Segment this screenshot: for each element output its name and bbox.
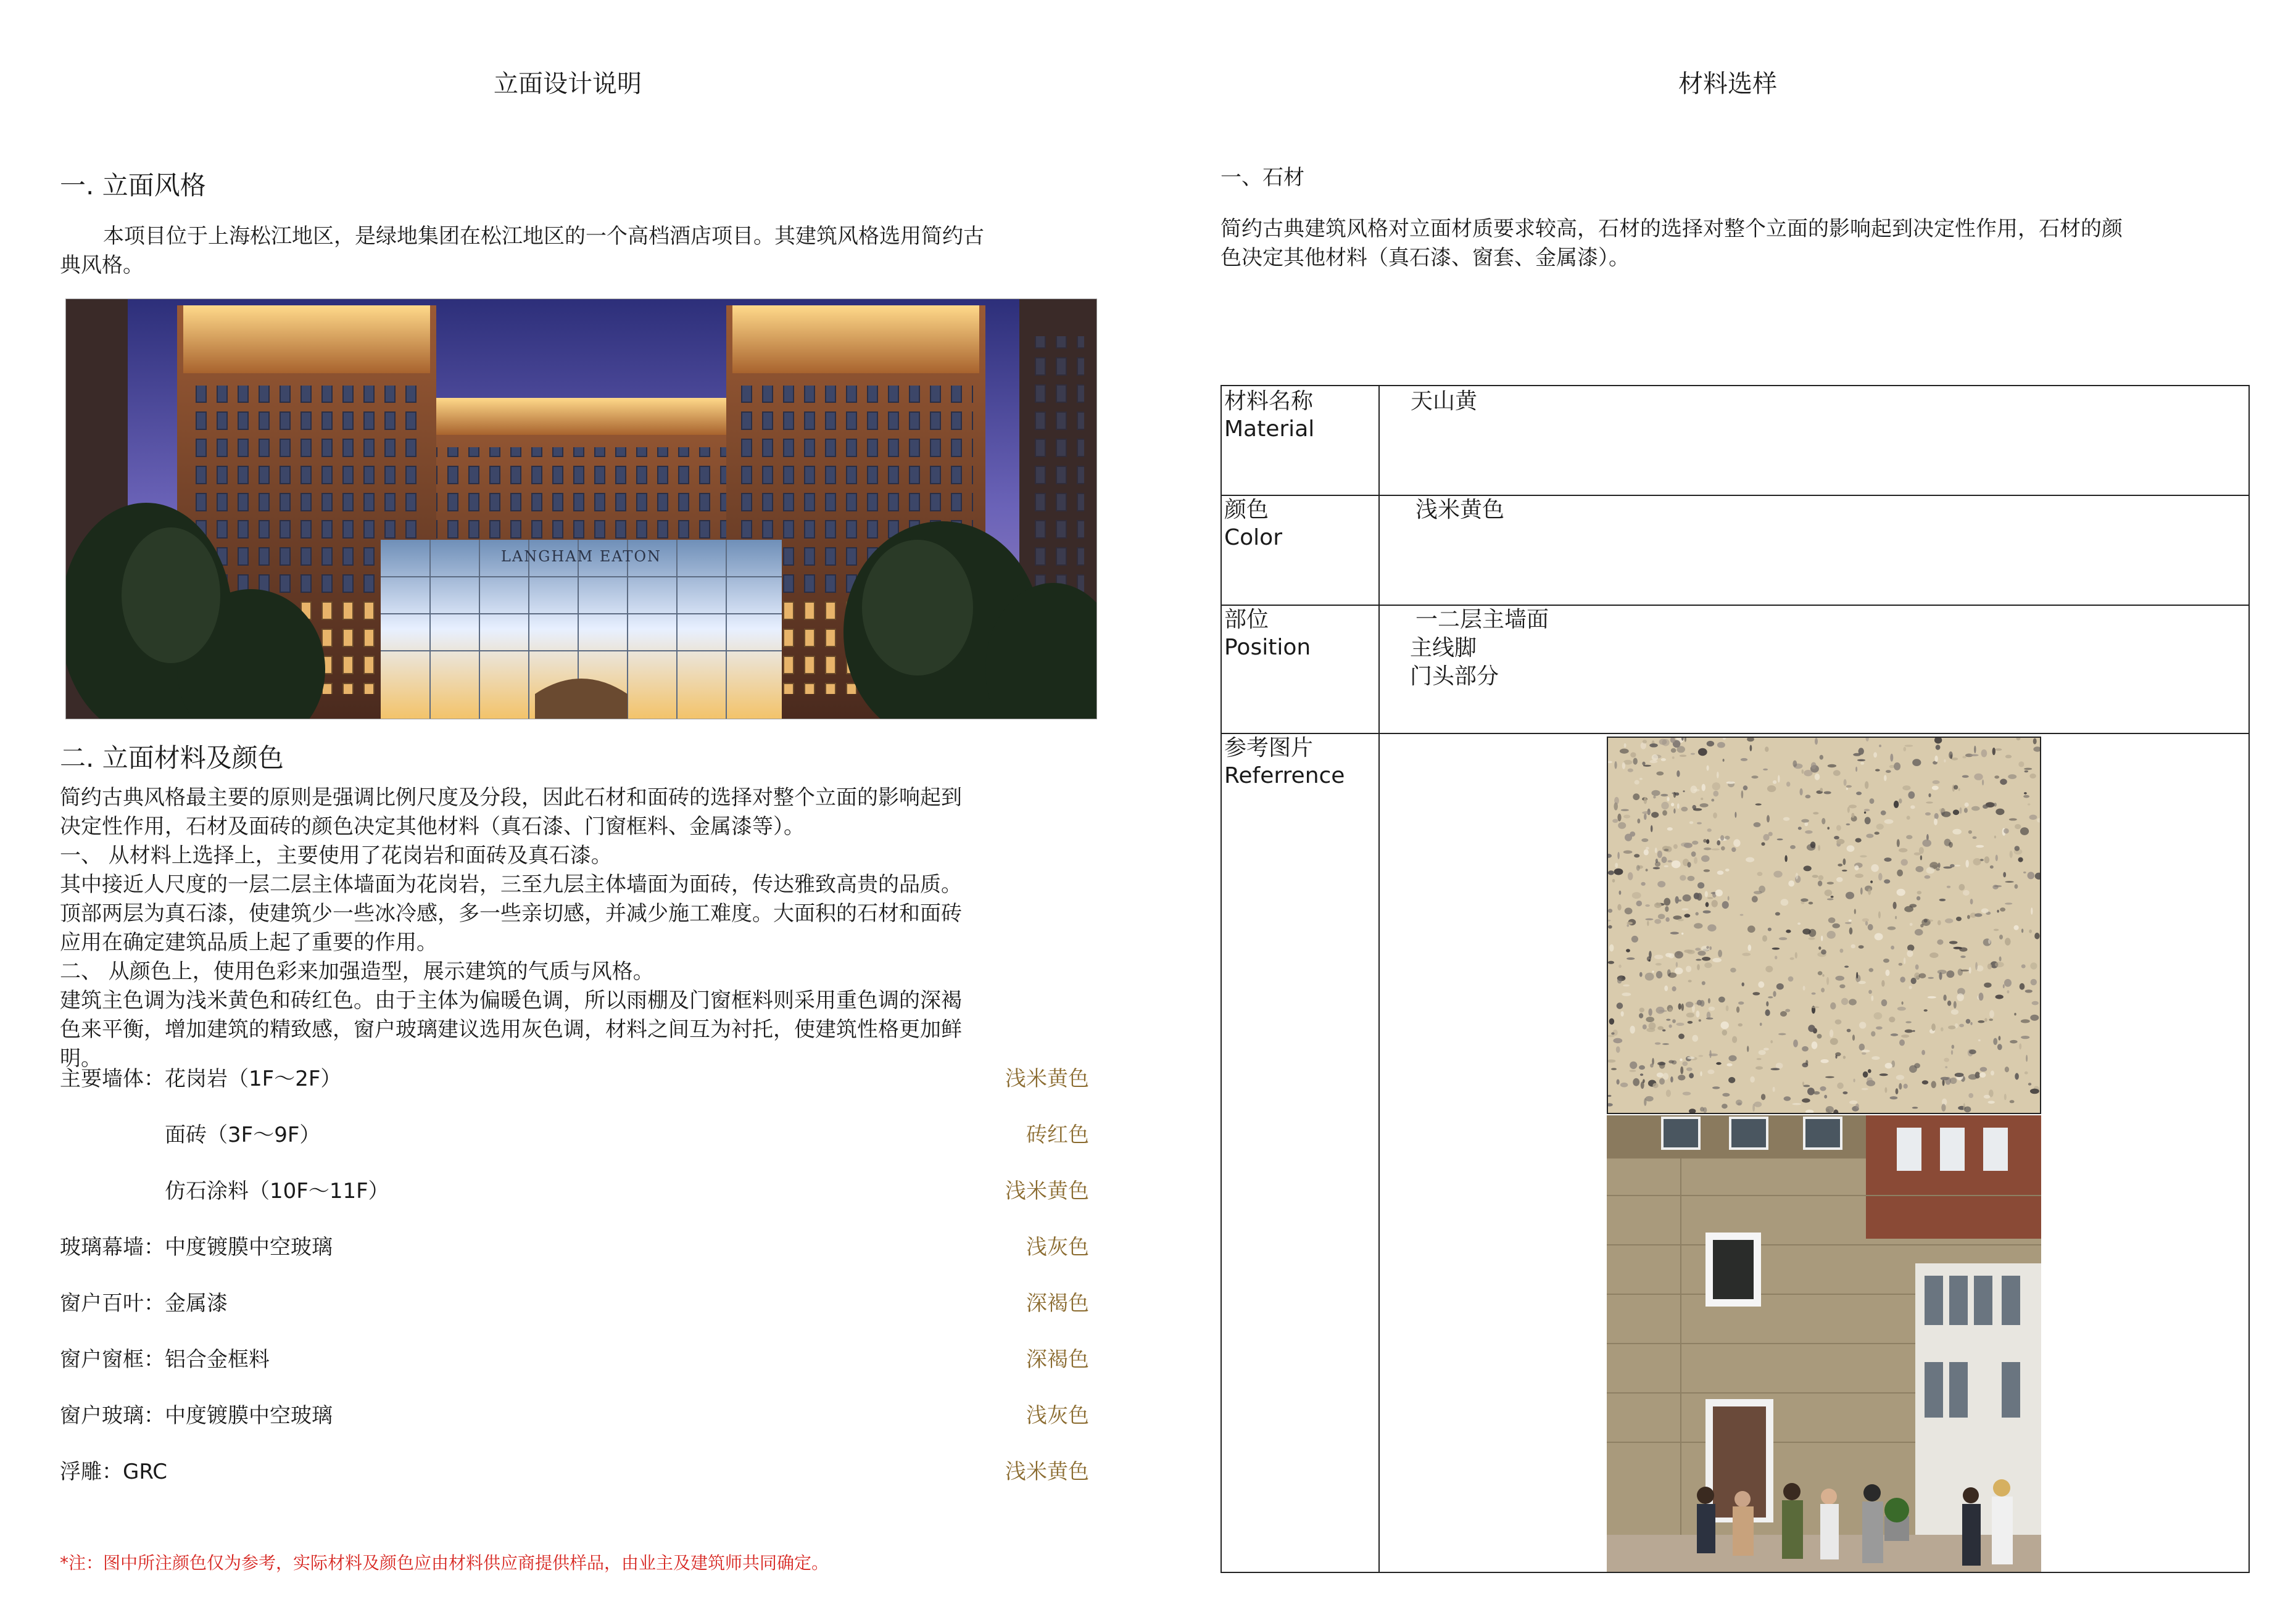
section2-heading: 二. 立面材料及颜色: [60, 743, 284, 773]
color-value: 浅米黄色: [1415, 497, 1505, 522]
material-label: 玻璃幕墙：中度镀膜中空玻璃: [60, 1235, 333, 1260]
stone-section-heading: 一、石材: [1221, 165, 1304, 190]
section2-paragraph: [60, 783, 1103, 1073]
stone-section-paragraph: [1221, 215, 2269, 273]
label-cn: 参考图片: [1224, 735, 1314, 761]
material-color: 深褐色: [1026, 1347, 1089, 1372]
left-page-title: 立面设计说明: [494, 70, 642, 98]
material-name-value: 天山黄: [1411, 389, 1478, 414]
material-sample-table: [1221, 385, 2250, 1573]
granite-sample-image: [1607, 737, 2041, 1114]
label-en: Material: [1224, 416, 1315, 442]
label-en: Color: [1224, 525, 1282, 550]
paragraph-line: 一、 从材料上选择上，主要使用了花岗岩和面砖及真石漆。: [60, 843, 612, 868]
material-color: 深褐色: [1026, 1291, 1089, 1316]
paragraph-line: 典风格。: [60, 253, 144, 278]
material-row: [60, 1402, 1089, 1430]
material-label: 窗户百叶：金属漆: [60, 1291, 228, 1316]
material-row: [60, 1233, 1089, 1262]
label-cn: 材料名称: [1224, 389, 1314, 414]
material-label: 窗户窗框：铝合金框料: [60, 1347, 270, 1372]
reference-label: [1224, 734, 1345, 790]
paragraph-line: 决定性作用，石材及面砖的颜色决定其他材料（真石漆、门窗框料、金属漆等）。: [60, 814, 805, 839]
material-name-label: [1224, 387, 1314, 443]
material-row: [60, 1177, 1089, 1205]
material-row: [60, 1289, 1089, 1318]
color-label: [1224, 496, 1282, 551]
material-color: 浅米黄色: [1005, 1067, 1089, 1091]
section1-heading: 一. 立面风格: [60, 170, 206, 200]
material-color: 浅米黄色: [1005, 1179, 1089, 1204]
material-row: [60, 1345, 1089, 1374]
material-row: [60, 1065, 1089, 1093]
paragraph-line: 其中接近人尺度的一层二层主体墙面为花岗岩，三至九层主体墙面为面砖，传达雅致高贵的品质。: [60, 872, 962, 897]
label-en: Referrence: [1224, 763, 1345, 788]
paragraph-line: 简约古典建筑风格对立面材质要求较高，石材的选择对整个立面的影响起到决定性作用，石材的颜: [1221, 217, 2123, 241]
material-label: 面砖（3F～9F）: [60, 1123, 321, 1147]
facade-reference-photo: [1607, 1115, 2041, 1572]
hotel-rendering-image: [65, 299, 1097, 719]
material-label: 仿石涂料（10F～11F）: [60, 1179, 389, 1204]
paragraph-line: 顶部两层为真石漆，使建筑少一些冰冷感，多一些亲切感，并减少施工难度。大面积的石材和面砖: [60, 901, 962, 926]
paragraph-line: 色来平衡，增加建筑的精致感，窗户玻璃建议选用灰色调，材料之间互为衬托，使建筑性格更加鲜: [60, 1017, 962, 1042]
paragraph-line: 明。: [60, 1046, 102, 1071]
material-label: 主要墙体：花岗岩（1F～2F）: [60, 1067, 342, 1091]
material-row: [60, 1121, 1089, 1149]
material-color: 砖红色: [1026, 1123, 1089, 1147]
position-value: 门头部分: [1410, 664, 1499, 689]
label-cn: 部位: [1224, 607, 1269, 632]
material-color: 浅灰色: [1026, 1403, 1089, 1428]
material-label: 窗户玻璃：中度镀膜中空玻璃: [60, 1403, 333, 1428]
position-value: 一二层主墙面: [1415, 607, 1549, 632]
section1-paragraph: [60, 222, 1103, 280]
right-page-title: 材料选样: [1678, 70, 1777, 98]
paragraph-line: 色决定其他材料（真石漆、窗套、金属漆）。: [1221, 246, 1630, 270]
label-en: Position: [1224, 635, 1311, 660]
paragraph-line: 二、 从颜色上，使用色彩来加强造型，展示建筑的气质与风格。: [60, 959, 654, 984]
material-row: [60, 1458, 1089, 1486]
paragraph-line: 应用在确定建筑品质上起了重要的作用。: [60, 930, 437, 955]
label-cn: 颜色: [1224, 497, 1269, 522]
paragraph-line: 简约古典风格最主要的原则是强调比例尺度及分段，因此石材和面砖的选择对整个立面的影响起到: [60, 785, 962, 810]
material-color: 浅灰色: [1026, 1235, 1089, 1260]
paragraph-line: 本项目位于上海松江地区，是绿地集团在松江地区的一个高档酒店项目。其建筑风格选用简约古: [103, 224, 984, 249]
material-color: 浅米黄色: [1005, 1460, 1089, 1484]
footnote: *注：图中所注颜色仅为参考，实际材料及颜色应由材料供应商提供样品，由业主及建筑师共同确定。: [60, 1553, 829, 1573]
paragraph-line: 建筑主色调为浅米黄色和砖红色。由于主体为偏暖色调，所以雨棚及门窗框料则采用重色调的深褐: [60, 988, 962, 1013]
hotel-sign-text: LANGHAM EATON: [500, 548, 662, 565]
position-value: 主线脚: [1410, 635, 1477, 661]
position-label: [1224, 606, 1311, 661]
material-label: 浮雕：GRC: [60, 1460, 168, 1484]
